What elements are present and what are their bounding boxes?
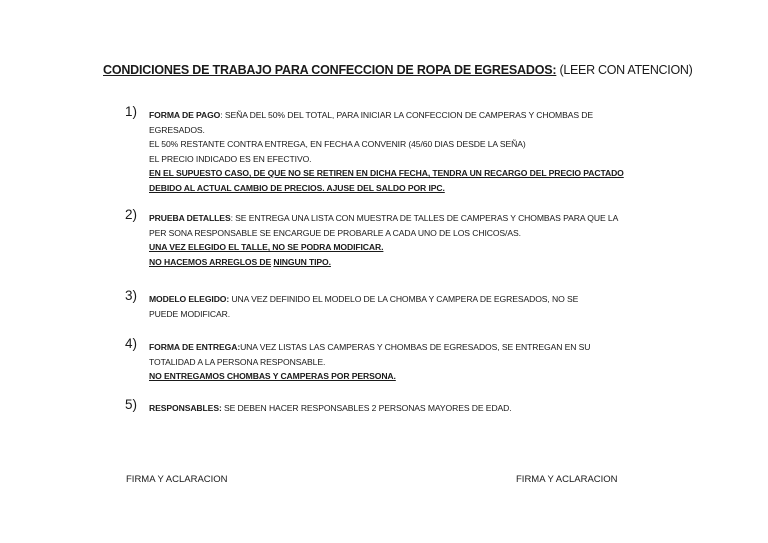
item-text: PUEDE MODIFICAR. [149, 308, 231, 319]
document-title [103, 63, 692, 77]
item-warning-text: EN EL SUPUESTO CASO, DE QUE NO SE RETIREN EN DICHA FECHA, TENDRA UN RECARGO DEL PRECIO PACTADO [149, 168, 624, 178]
item-number: 1) [125, 104, 138, 119]
item-body [149, 108, 649, 195]
item-text: : SE ENTREGA UNA LISTA CON MUESTRA DE TALLES DE CAMPERAS Y CHOMBAS PARA QUE LA [230, 213, 619, 223]
item-body [149, 211, 649, 269]
item-label: RESPONSABLES: [149, 403, 222, 413]
signature-left: FIRMA Y ACLARACION [126, 474, 228, 485]
item-label: FORMA DE PAGO [149, 110, 221, 120]
item-text: : SEÑA DEL 50% DEL TOTAL, PARA INICIAR LA CONFECCION DE CAMPERAS Y CHOMBAS DE [220, 110, 594, 120]
title-main: CONDICIONES DE TRABAJO PARA CONFECCION DE ROPA DE EGRESADOS: [103, 63, 557, 77]
item-text: EGRESADOS. [149, 124, 205, 135]
item-text: SE DEBEN HACER RESPONSABLES 2 PERSONAS MAYORES DE EDAD. [221, 403, 512, 413]
item-label: PRUEBA DETALLES [149, 213, 231, 223]
item-number: 5) [125, 397, 138, 412]
item-label: FORMA DE ENTREGA: [149, 342, 241, 352]
item-body [149, 401, 649, 416]
item-text: UNA VEZ LISTAS LAS CAMPERAS Y CHOMBAS DE EGRESADOS, SE ENTREGAN EN SU [240, 342, 591, 352]
item-body [149, 292, 649, 321]
item-warning-text: NO HACEMOS ARREGLOS DE [149, 256, 272, 267]
item-warning-text: DEBIDO AL ACTUAL CAMBIO DE PRECIOS. AJUSE DEL SALDO POR IPC. [149, 182, 445, 193]
signature-right: FIRMA Y ACLARACION [516, 474, 618, 485]
title-note: (LEER CON ATENCION) [556, 63, 693, 77]
item-text: UNA VEZ DEFINIDO EL MODELO DE LA CHOMBA Y CAMPERA DE EGRESADOS, NO SE [229, 294, 579, 304]
item-warning-text: UNA VEZ ELEGIDO EL TALLE, NO SE PODRA MODIFICAR. [149, 242, 384, 252]
item-number: 2) [125, 207, 138, 222]
item-number: 4) [125, 336, 138, 351]
item-warning-text: NO ENTREGAMOS CHOMBAS Y CAMPERAS POR PERSONA. [149, 371, 396, 381]
item-text: PER SONA RESPONSABLE SE ENCARGUE DE PROBARLE A CADA UNO DE LOS CHICOS/AS. [149, 227, 521, 238]
item-label: MODELO ELEGIDO: [149, 294, 230, 304]
item-body [149, 340, 649, 384]
item-text: EL 50% RESTANTE CONTRA ENTREGA, EN FECHA A CONVENIR (45/60 DIAS DESDE LA SEÑA) [149, 139, 526, 149]
item-text: TOTALIDAD A LA PERSONA RESPONSABLE. [149, 356, 326, 367]
item-warning-text: NINGUN TIPO. [273, 256, 331, 267]
item-number: 3) [125, 288, 138, 303]
item-text: EL PRECIO INDICADO ES EN EFECTIVO. [149, 153, 312, 164]
